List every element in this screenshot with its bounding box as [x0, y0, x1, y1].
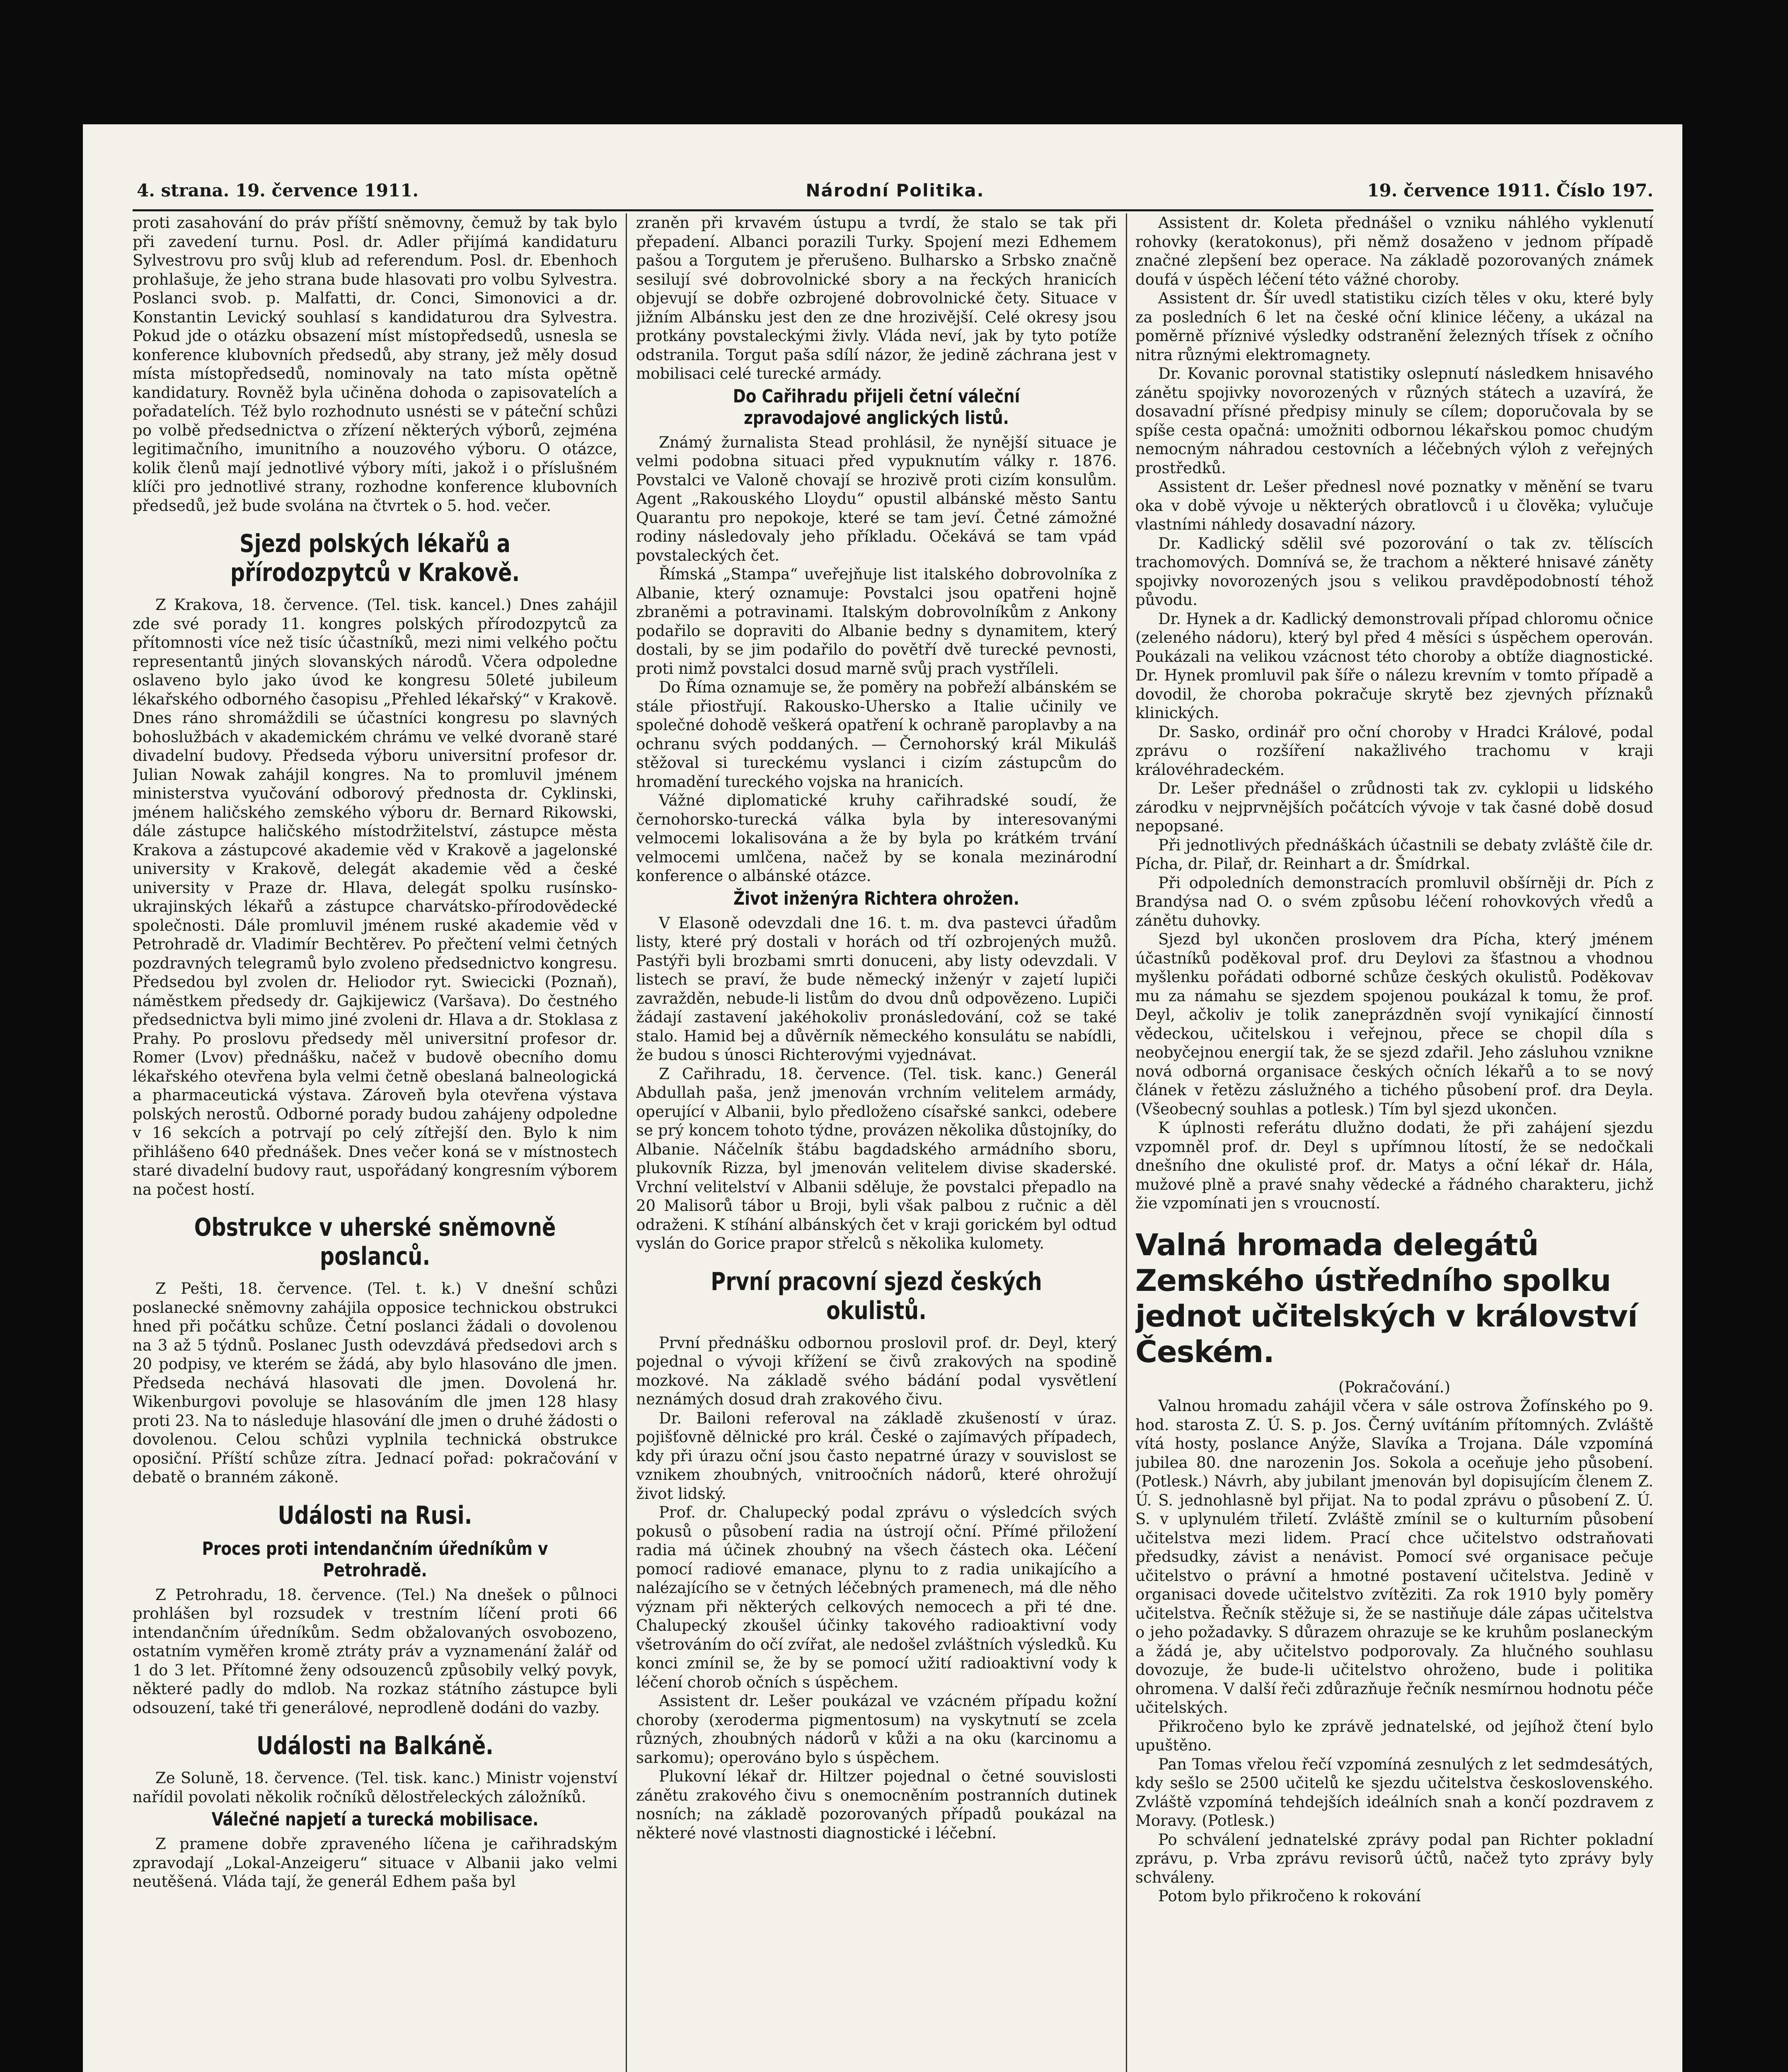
headline-uhersko: Obstrukce v uherské sněmovně poslanců.: [194, 1213, 556, 1271]
headline-krakov: Sjezd polských lékařů a přírodozpytců v Krakově.: [230, 529, 520, 587]
paragraph: Známý žurnalista Stead prohlásil, že nynější situace je velmi podobna situaci před vypuknutím války r. 1876. Povstalci ve Valoně chovají se hrozivě proti cizím konsulům. Agent „Rakouského Lloydu“ opustil albánské město Santu Quarantu pro nepokoje, které se tam jeví. Četné zámožné rodiny následovaly jeho příkladu. Očekává se tam vpád povstaleckých čet.: [636, 433, 1117, 564]
paragraph: Pan Tomas vřelou řečí vzpomíná zesnulých z let sedmdesátých, kdy sešlo se 2500 učitelů ke sjezdu učitelstva československého. Zvláště vzpomíná tehdejších ideálních snah a končí pozdravem z Moravy. (Potlesk.): [1135, 1755, 1653, 1830]
headline-valna-hromada: Valná hromada delegátů Zemského ústředního spolku jednot učitelských v království Českém.: [1135, 1227, 1638, 1369]
header-date-left: 4. strana. 19. července 1911.: [137, 180, 419, 201]
paragraph: Z pramene dobře zpraveného líčena je cařihradským zpravodají „Lokal-Anzeigeru“ situace v Albanii jako velmi neutěšená. Vláda tají, že generál Edhem paša byl: [133, 1835, 617, 1890]
column-2: [636, 213, 1117, 2072]
column-3: [1135, 213, 1653, 2072]
paragraph: Dr. Lešer přednášel o zrůdnosti tak zv. cyklopii u lidského zárodku v nejprvnějších počátcích vývoje v tak časné době dosud nepopsané.: [1135, 779, 1653, 835]
paragraph: Prof. dr. Chalupecký podal zprávu o výsledcích svých pokusů o působení radia na ústrojí oční. Přímé přiložení radia má účinek zhoubný na všech částech oka. Léčení pomocí radiové emanace, plynu to z radia unikajícího a nalézajícího se v četných léčebných pramenech, má dle něho význam při některých celkových nemocech a při té dne. Chalupecký zkoušel účinky takového radioaktivní vody všetrováním do očí zvířat, ale nedošel zvláštních výsledků. Ku konci zmínil se, že by se pomocí užití radioaktivní vody k léčení chorob očních s úspěchem.: [636, 1503, 1117, 1691]
paragraph: zraněn při krvavém ústupu a tvrdí, že stalo se tak při přepadení. Albanci porazili Turky. Spojení mezi Edhemem pašou a Torgutem je přerušeno. Bulharsko a Srbsko značně sesilují své dobrovolnické sbory a na řeckých hranicích objevují se dobře ozbrojené dobrovolnické čety. Situace v jižním Albánsku jest den ze dne hrozivější. Celé okresy jsou protkány povstaleckými živly. Vláda neví, jak by tyto potíže odstranila. Torgut paša sdílí názor, že jedině záchrana jest v mobilisaci celé turecké armády.: [636, 214, 1117, 382]
paragraph: Z Petrohradu, 18. července. (Tel.) Na dnešek o půlnoci prohlášen byl rozsudek v trestním líčení proti 66 intendančním úředníkům. Sedm obžalovaných osvobozeno, ostatním vyměřen kromě ztráty práv a vyznamenání žalář od 1 do 3 let. Přítomné ženy odsouzenců způsobily velký povyk, některé padly do mdlob. Na rozkaz státního zástupce byli odsouzení, také tři generálové, neprodleně dodáni do vazby.: [133, 1585, 617, 1717]
header-rule: [133, 209, 1653, 211]
headline-okulistu: První pracovní sjezd českých okulistů.: [711, 1267, 1042, 1325]
column-1: [133, 213, 617, 2072]
paragraph: Dr. Sasko, ordinář pro oční choroby v Hradci Králové, podal zprávu o rozšíření nakažlivého trachomu v kraji královéhradeckém.: [1135, 723, 1653, 779]
header-issue-right: 19. července 1911. Číslo 197.: [1367, 180, 1653, 201]
column-rule: [626, 213, 627, 2072]
subheadline-carihrad: Do Cařihradu přijeli četní váleční zpravodajové anglických listů.: [733, 385, 1020, 428]
paragraph: Z Krakova, 18. července. (Tel. tisk. kancel.) Dnes zahájil zde své porady 11. kongres polských přírodozpytců za přítomnosti více než tisíc účastníků, mezi nimi velkého počtu representantů jiných slovanských národů. Včera odpoledne oslaveno bylo jako úvod ke kongresu 50leté jubileum lékařského odborného časopisu „Přehled lékařský“ v Krakově. Dnes ráno shromáždili se účastníci kongresu po slavných bohoslužbách v akademickém chrámu ve velké dvoraně staré divadelní budovy. Předseda výboru universitní profesor dr. Julian Nowak zahájil kongres. Na to promluvil jménem ministerstva vyučování odborový přednosta dr. Cyklinski, jménem haličského zemského výboru dr. Bernard Rikowski, dále zástupce haličského místodržitelství, zástupce města Krakova a zástupcové akademie věd v Krakově a jagelonské university v Krakově, delegát akademie věd a české university v Praze dr. Hlava, delegát spolku rusínsko-ukrajinských lékařů a zástupce charvátsko-přírodovědecké společnosti. Dále promluvil jménem ruské akademie věd v Petrohradě dr. Vladimír Bechtěrev. Po přečtení velmi četných pozdravných telegramů bylo zvoleno předsednictvo kongresu. Předsedou byl zvolen dr. Heliodor ryt. Swiecicki (Poznaň), náměstkem předsedy dr. Gajkijewicz (Varšava). Do čestného předsednictva byli mimo jiné zvoleni dr. Hlava a dr. Stoklasa z Prahy. Po proslovu předsedy měl universitní profesor dr. Romer (Lvov) přednášku, načež v budově obecního domu lékařského otevřena byla velmi četně obeslaná balneologická a pharmaceutická výstava. Zároveň byla otevřena výstava polských nerostů. Odborné porady budou zahájeny odpoledne v 16 sekcích a potrvají po celý zítřejší den. Bylo k nim přihlášeno 640 přednášek. Dnes večer koná se v místnostech staré divadelní budovy raut, uspořádaný kongresním výborem na počest hostí.: [133, 596, 617, 1198]
paragraph: Při odpoledních demonstracích promluvil obšírněji dr. Pích z Brandýsa nad O. o svém způsobu léčení rohovkových vředů a zánětu duhovky.: [1135, 874, 1653, 929]
headline-rusi: Události na Rusi.: [278, 1501, 472, 1530]
paragraph: Římská „Stampa“ uveřejňuje list italského dobrovolníka z Albanie, který oznamuje: Povstalci jsou opatřeni hojně zbraněmi a potravinami. Italským dobrovolníkům z Ankony podařilo se dopraviti do Albanie bedny s dynamitem, který dostali, by se jim podařilo do povětří dvě turecké pevnosti, proti nimž povstalci dosud marně svůj prach vystříleli.: [636, 565, 1117, 678]
paragraph: proti zasahování do práv příští sněmovny, čemuž by tak bylo při zavedení turnu. Posl. dr. Adler přijímá kandidaturu Sylvestrovu pro svůj klub ad referendum. Posl. dr. Ebenhoch prohlašuje, že jeho strana bude hlasovati pro volbu Sylvestra. Poslanci svob. p. Malfatti, dr. Conci, Simonovici a dr. Konstantin Levický souhlasí s kandidaturou dra Sylvestra. Pokud jde o otázku obsazení míst místopředsedů, usnesla se konference klubovních předsedů, aby strany, jež měly dosud místa místopředsedů, nominovaly na tato místa opětně kandidatury. Rovněž byla učiněna dohoda o zapisovatelích a pořadatelích. Též bylo rozhodnuto usnésti se v páteční schůzi po volbě předsednictva o zřízení některých výborů, zejména legitimačního, imunitního a nouzového výboru. O otázce, kolik členů mají jednotlivé výbory míti, jakož i o příslušném klíči pro jednotlivé strany, rozhodne konference klubovních předsedů, jež bude svolána na čtvrtek o 5. hod. večer.: [133, 214, 617, 515]
masthead-title: Národní Politika.: [806, 180, 985, 201]
subheadline-balkan: Válečné napjetí a turecká mobilisace.: [211, 1809, 539, 1830]
paragraph: Assistent dr. Koleta přednášel o vzniku náhlého vyklenutí rohovky (keratokonus), při němž dosaženo v jednom případě značné zlepšení bez operace. Na základě pozorovaných známek doufá v úspěch léčení této vážné choroby.: [1135, 214, 1653, 288]
paragraph: Přikročeno bylo ke zprávě jednatelské, od jejíhož čtení bylo upuštěno.: [1135, 1717, 1653, 1754]
paragraph: Z Cařihradu, 18. července. (Tel. tisk. kanc.) Generál Abdullah paša, jenž jmenován vrchním velitelem armády, operující v Albanii, bylo předloženo císařské sankci, odebere se prý koncem tohoto týdne, provázen několika důstojníky, do Albanie. Náčelník štábu bagdadského armádního sboru, plukovník Rizza, byl jmenován velitelem divise skaderské. Vrchní velitelství v Albanii sděluje, že povstalci přepadlo na 20 Malisorů tábor u Broji, byli však palbou z ručnic a děl odraženi. K stíhání albánských čet v kraji gorickém byl odtud vyslán do Gorice prapor střelců s několika kulomety.: [636, 1065, 1117, 1252]
paragraph: Dr. Bailoni referoval na základě zkušeností v úraz. pojišťovně dělnické pro král. České o zajímavých případech, kdy při úrazu oční jsou často nepatrné úrazy v souvislost se vznikem zhoubných, vnitroočních nádorů, které ohrožují život lidský.: [636, 1409, 1117, 1503]
paragraph: Ze Soluně, 18. července. (Tel. tisk. kanc.) Ministr vojenství nařídil povolati několik ročníků dělostřeleckých záložníků.: [133, 1769, 617, 1806]
paragraph: Dr. Kadlický sdělil své pozorování o tak zv. tělíscích trachomových. Domnívá se, že trachom a některé hnisavé záněty spojivky novorozených jsou s velikou pravděpodobností téhož původu.: [1135, 534, 1653, 609]
paragraph: Assistent dr. Lešer poukázal ve vzácném případu kožní choroby (xeroderma pigmentosum) na vyskytnutí se zcela různých, zhoubných nádorů v kůži a na oku (karcinomu a sarkomu); operováno bylo s úspěchem.: [636, 1692, 1117, 1767]
headline-balkan: Události na Balkáně.: [256, 1731, 494, 1760]
paragraph: Z Pešti, 18. července. (Tel. t. k.) V dnešní schůzi poslanecké sněmovny zahájila opposice technickou obstrukci hned při počátku schůze. Četní poslanci žádali o dovolenou na 3 až 5 týdnů. Poslanec Justh odevzdává předsedovi arch s 20 podpisy, ve kterém se žádá, aby bylo hlasováno dle jmen. Předseda nechává hlasovati dle jmen. Dovolená hr. Wikenburgovi povoluje se hlasováním dle jmen 128 hlasy proti 23. Na to následuje hlasování dle jmen o druhé žádosti o dovolenou. Celou schůzi vyplnila technická obstrukce oposiční. Příští schůze zítra. Jednací pořad: pokračování v debatě o branném zákoně.: [133, 1280, 617, 1486]
continuation-note: (Pokračování.): [1338, 1378, 1451, 1396]
paragraph: Assistent dr. Lešer přednesl nové poznatky v měnění se tvaru oka v době vývoje u některých obratlovců i u člověka; vylučuje vlastními náhledy dosavadní názory.: [1135, 478, 1653, 533]
paragraph: Dr. Hynek a dr. Kadlický demonstrovali případ chloromu očnice (zeleného nádoru), který byl před 4 měsíci s úspěchem operován. Poukázali na velikou vzácnost této choroby a obtíže diagnostické. Dr. Hynek promluvil pak šíře o nálezu krevním v tomto případě a dovodil, že choroba pokračuje skrytě bez zjevných příznaků klinických.: [1135, 610, 1653, 722]
paragraph: Sjezd byl ukončen proslovem dra Pícha, který jménem účastníků poděkoval prof. dru Deylovi za šťastnou a vhodnou myšlenku pořádati odborné schůze českých okulistů. Poděkovav mu za námahu se sjezdem spojenou poukázal k tomu, že prof. Deyl, ačkoliv je tolik zaneprázdněn svojí vynikající činností vědeckou, učitelskou i veřejnou, přece se chopil díla s neobyčejnou energií tak, že se sjezd zdařil. Jeho zásluhou vznikne nová odborná organisace českých očních lékařů a to se nový článek v řetězu záslužného a tichého působení prof. dra Deyla. (Všeobecný souhlas a potlesk.) Tím byl sjezd ukončen.: [1135, 930, 1653, 1118]
paragraph: Dr. Kovanic porovnal statistiky oslepnutí následkem hnisavého zánětu spojivky novorozených v různých státech a uzavírá, že dosavadní přísné předpisy minuly se cílem; doporučovala by se spíše cesta opačná: umožniti odbornou lékařskou pomoc chudým nemocným náhradou cestovních a léčebných výloh z veřejných prostředků.: [1135, 365, 1653, 477]
subheadline-richter: Život inženýra Richtera ohrožen.: [733, 888, 1019, 909]
paragraph: Valnou hromadu zahájil včera v sále ostrova Žofínského po 9. hod. starosta Z. Ú. S. p. Jos. Černý uvítáním přítomných. Zvláště vítá hosty, poslance Anýže, Slavíka a Trojana. Dále vzpomíná jubilea 80. dne narozenin Jos. Sokola a oceňuje jeho působení. (Potlesk.) Návrh, aby jubilant jmenován byl dopisujícím členem Z. Ú. S. jednohlasně byl přijat. Na to podal zprávu o působení Z. Ú. S. v uplynulém třiletí. Zvláště zmínil se o kulturním působení učitelstva mezi lidem. Prací chce učitelstvo odstraňovati předsudky, závist a nenávist. Pomocí své organisace pečuje učitelstvo o právní a hmotné postavení učitelstva. Jedině v organisaci dovede učitelstvo zvítěziti. Za rok 1910 byly poměry učitelstva. Řečník stěžuje si, že se nastiňuje dále zápas učitelstva o jeho požadavky. S důrazem ohrazuje se ke kruhům poslaneckým a žádá je, aby učitelstvo podporovaly. Za hlučného souhlasu dovozuje, že bude-li učitelstvo ohroženo, bude i politika ohromena. V další řeči zdůrazňuje řečník nesmírnou hodnotu péče učitelských.: [1135, 1397, 1653, 1716]
paragraph: V Elasoně odevzdali dne 16. t. m. dva pastevci úřadům listy, které prý dostali v horách od tří ozbrojených mužů. Pastýři byli brozbami smrti donuceni, aby listy odevzdali. V listech se praví, že bude německý inženýr v zajetí lupiči zavražděn, nebude-li listům do dvou dnů odpovězeno. Lupiči žádají zastavení jakéhokoliv pronásledování, což se také stalo. Hamid bej a důvěrník německého konsulátu se nabídli, že budou s únosci Richterovými vyjednávat.: [636, 914, 1117, 1064]
column-rule: [1126, 213, 1127, 2072]
paragraph: Potom bylo přikročeno k rokování: [1158, 1887, 1421, 1905]
page-header: [137, 180, 1653, 209]
paragraph: Plukovní lékař dr. Hiltzer pojednal o četné souvislosti zánětu zrakového čivu s onemocněním postranních dutinek nosních; na základě pozorovaných případů poukázal na některé nové vlastnosti diagnostické i léčební.: [636, 1767, 1117, 1842]
paragraph: Assistent dr. Šír uvedl statistiku cizích těles v oku, které byly za posledních 6 let na české oční klinice léčeny, a ukázal na poměrně příznivé výsledky odstranění železných třísek z očního nitra různými elektromagnety.: [1135, 289, 1653, 364]
paragraph: Při jednotlivých přednáškách účastnili se debaty zvláště čile dr. Pícha, dr. Pilař, dr. Reinhart a dr. Šmídrkal.: [1135, 836, 1653, 873]
paragraph: První přednášku odbornou proslovil prof. dr. Deyl, který pojednal o vývoji křížení se čivů zrakových na spodině mozkové. Na základě svého bádání podal vysvětlení neznámých dosud drah zrakového čivu.: [636, 1334, 1117, 1408]
subheadline-rusi: Proces proti intendančním úředníkům v Petrohradě.: [202, 1538, 548, 1581]
paragraph: Do Říma oznamuje se, že poměry na pobřeží albánském se stále přiostřují. Rakousko-Uhersko a Italie učinily ve společné dohodě veškerá opatření k ochraně paroplavby a na ochranu svých poddaných. — Černohorský král Mikuláš stěžoval si tureckému vyslanci i cizím zástupcům do hromadění tureckého vojska na hranicích.: [636, 678, 1117, 791]
newspaper-page: [83, 124, 1682, 2072]
paragraph: Po schválení jednatelské zprávy podal pan Richter pokladní zprávu, p. Vrba zprávu revisorů účtů, načež tyto zprávy byly schváleny.: [1135, 1830, 1653, 1886]
paragraph: Vážné diplomatické kruhy cařihradské soudí, že černohorsko-turecká válka byla by interesovanými velmocemi lokalisována a že by byla po krátkém trvání velmocemi umlčena, načež by se konala mezinárodní konference o albánské otázce.: [636, 792, 1117, 885]
paragraph: K úplnosti referátu dlužno dodati, že při zahájení sjezdu vzpomněl prof. dr. Deyl s upřímnou lítostí, že se nedočkali dnešního dne okulisté prof. dr. Matys a oční lékař dr. Hála, mužové plně a pravé snahy vědecké a řádného charakteru, jichž žie vzpomínati jen s vroucností.: [1135, 1119, 1653, 1212]
